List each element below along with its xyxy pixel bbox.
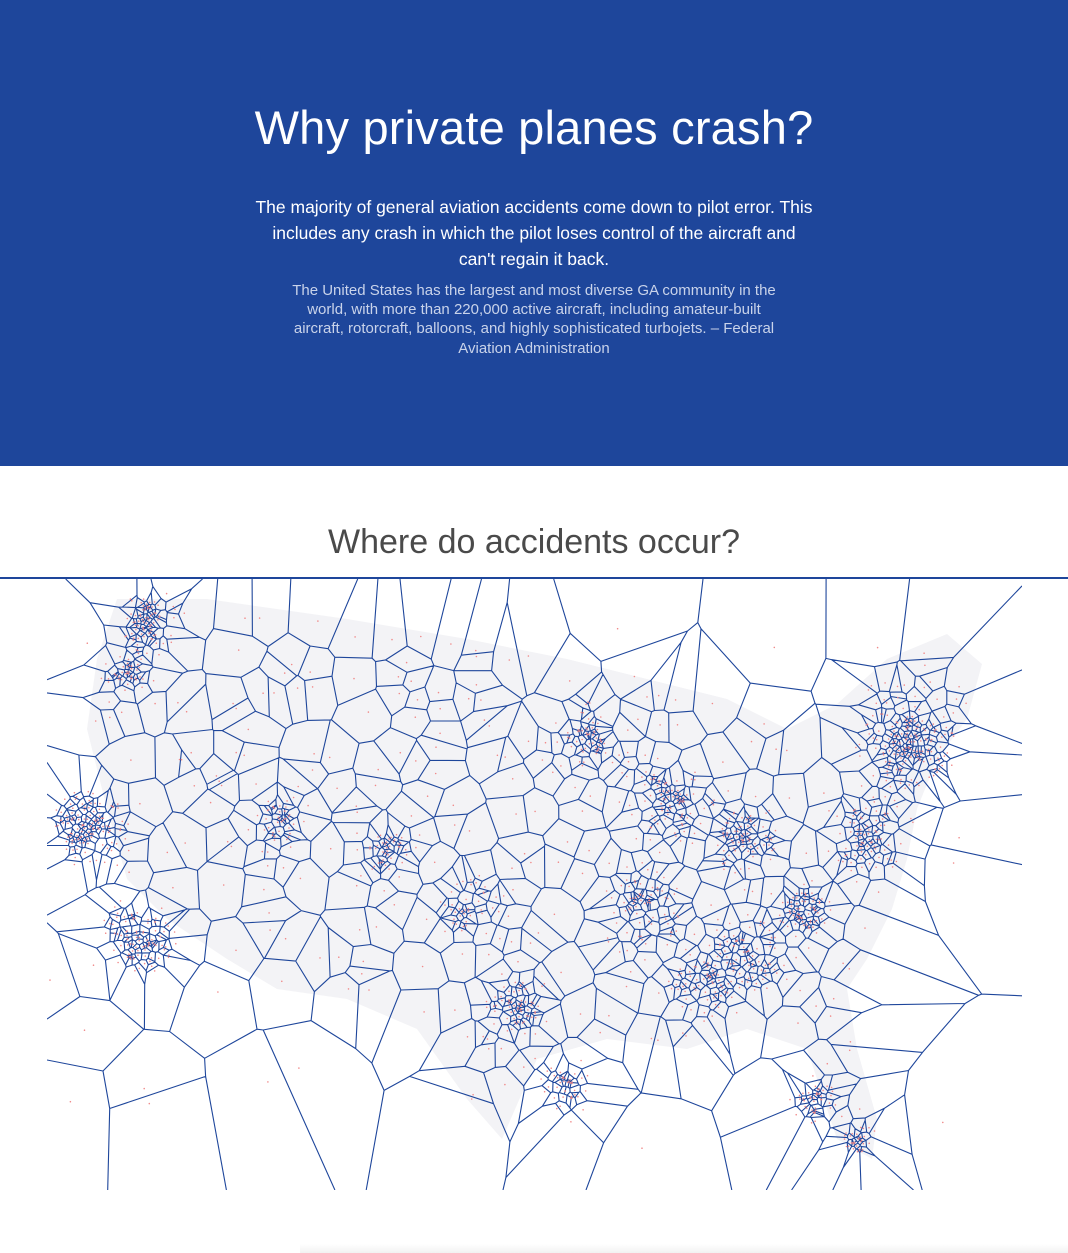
voronoi-map-svg[interactable] <box>47 579 1022 1190</box>
accident-voronoi-map[interactable] <box>47 579 1022 1190</box>
section-title: Where do accidents occur? <box>328 523 740 561</box>
hero-lead-paragraph: The majority of general aviation accidents come down to pilot error. This includes any crash in which the pilot loses control of the aircraft and can't regain it back. <box>255 197 813 269</box>
bottom-shade <box>300 1244 1068 1253</box>
hero-quote: The United States has the largest and most diverse GA community in the world, with more than 220,000 active aircraft, including amateur-built aircraft, rotorcraft, balloons, and highly sophisticated turbojets. – Federal Aviation Administration <box>292 282 776 357</box>
hero-banner <box>0 0 1068 466</box>
page-title: Why private planes crash? <box>254 101 814 154</box>
